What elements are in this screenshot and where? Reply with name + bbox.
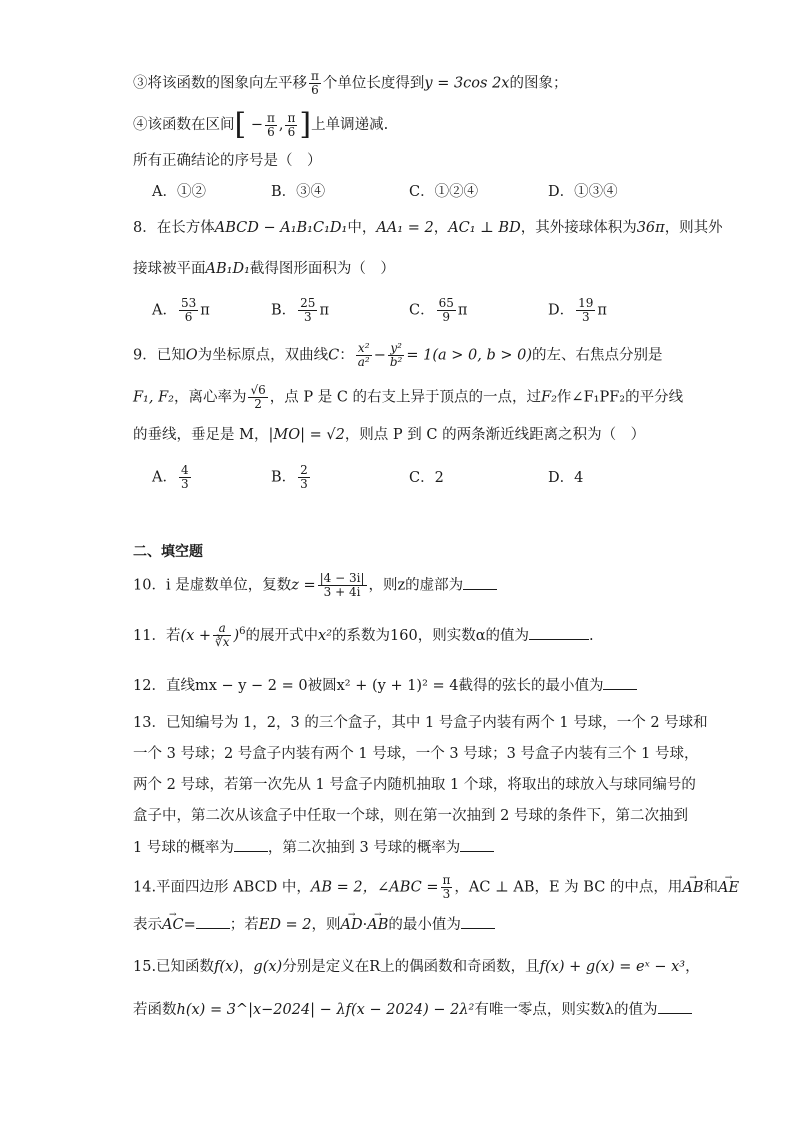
- q7-item4: ④该函数在区间[ − $\frac{\pi}{6}$ , $\frac{\pi}{6}$ ]上单调递减.: [133, 107, 389, 142]
- q8-line1: [133, 218, 723, 238]
- vector-ab-2: → AB: [367, 915, 388, 935]
- q14-answer-blank-1[interactable]: [196, 914, 230, 929]
- q9-line2-b: ，点 P 是 C 的右支上异于顶点的一点，过: [269, 389, 542, 406]
- frac-num: π: [266, 110, 275, 125]
- frac-den: 3: [442, 887, 451, 901]
- q8-pre: 8．在长方体: [133, 220, 215, 236]
- q8-vol: 36π: [636, 220, 665, 236]
- option-frac: [179, 464, 191, 491]
- q15-line2-post: 有唯一零点，则实数λ的值为: [474, 1002, 658, 1018]
- q9-foci: F₁, F₂: [133, 389, 174, 406]
- option-frac: [179, 297, 198, 324]
- q11-frac: [213, 622, 231, 649]
- q14-c1: AB = 2，∠ABC =: [310, 879, 439, 896]
- q11-term: x²: [318, 627, 333, 644]
- frac-num: a: [213, 622, 231, 636]
- q12-answer-blank[interactable]: [603, 675, 637, 690]
- left-bracket: [: [234, 107, 247, 142]
- q15-line2: [133, 999, 692, 1020]
- q7-item4-pre: ④该函数在区间: [133, 117, 235, 133]
- q9-eq-x: [356, 342, 372, 369]
- q9-line1: 9．已知O为坐标原点，双曲线C： $\frac{\text{x²}}{\text{a²}}$ − $\frac{\text{y²}}{\text{b²}}$ = 1(a > 0, b > 0)的左、右焦点分别是: [133, 341, 663, 369]
- frac-den: 6: [184, 310, 193, 324]
- frac-den: 3: [180, 477, 189, 491]
- q8-plane: AB₁D₁: [205, 261, 250, 277]
- option-label: A．: [152, 469, 177, 486]
- q14-dot: ·: [362, 917, 368, 933]
- q9-ecc: [248, 384, 267, 411]
- q7-interval-b: [285, 112, 297, 139]
- option-frac: [437, 297, 456, 324]
- vector-ad: → AD: [341, 915, 363, 935]
- right-bracket: ]: [299, 107, 312, 142]
- frac-num: π: [311, 69, 319, 83]
- q8-option-a[interactable]: [152, 297, 210, 324]
- q14-and: 和: [703, 879, 719, 896]
- q9-origin: O: [185, 347, 198, 364]
- frac-den: 6: [311, 83, 319, 97]
- q15-mid: 分别是定义在R上的偶函数和奇函数，且: [282, 959, 540, 975]
- q8-mid: 中，: [347, 220, 377, 236]
- frac-den: b²: [389, 355, 403, 369]
- q7-question: 所有正确结论的序号是（ ）: [133, 153, 322, 169]
- frac-den: 2: [254, 397, 262, 411]
- frac-num: |4 − 3i|: [319, 571, 365, 585]
- q7-item3-math: y = 3cos 2x: [424, 75, 510, 92]
- section-title: 二、填空题: [133, 544, 203, 560]
- q14-pre: 14.平面四边形 ABCD 中，: [133, 879, 311, 896]
- q9-line3-math: |MO| = √2: [268, 427, 345, 443]
- q14-angle: [441, 874, 453, 901]
- frac-den: 3: [300, 477, 308, 491]
- frac-den: a²: [357, 355, 370, 369]
- option-label: B．: [271, 302, 297, 319]
- q11-mid: 的展开式中: [245, 627, 319, 644]
- q14-line2-pre: 表示: [133, 917, 162, 933]
- q13-last-pre: 1 号球的概率为: [133, 840, 234, 856]
- q11-answer-blank[interactable]: [529, 625, 589, 640]
- q14-mid2: ，则: [311, 917, 341, 933]
- q15-answer-blank[interactable]: [658, 999, 692, 1014]
- q15-line2-pre: 若函数: [133, 1002, 177, 1018]
- option-frac: [576, 297, 595, 324]
- q12: [133, 675, 637, 696]
- frac-den: 6: [267, 124, 275, 139]
- q15-line1: [133, 957, 700, 977]
- q15-sep: ，: [238, 959, 254, 975]
- q8-cond1: AA₁ = 2: [376, 220, 434, 236]
- q9-line3-pre: 的垂线，垂足是 M，: [133, 427, 269, 443]
- frac-num: π: [442, 873, 451, 887]
- q13-answer-blank-1[interactable]: [234, 837, 268, 852]
- q8-option-b[interactable]: [271, 297, 329, 324]
- q15-h: h(x) = 3^|x−2024| − λf(x − 2024) − 2λ²: [176, 1002, 475, 1018]
- frac-num: 4: [180, 463, 189, 477]
- q11-end: .: [588, 627, 594, 644]
- q9-line2-c: 作∠F₁PF₂的平分线: [556, 389, 684, 406]
- q7-option-d[interactable]: D．①③④: [548, 184, 618, 200]
- q7-item3-post: 个单位长度得到: [322, 75, 425, 92]
- q14-post: 的最小值为: [388, 917, 461, 933]
- q8-sep: ，: [433, 220, 449, 236]
- frac-num: √6: [250, 383, 266, 397]
- q7-interval-a: [265, 112, 277, 139]
- q10-pre: 10．i 是虚数单位，复数: [133, 577, 292, 594]
- q9-pre: 9．已知: [133, 347, 186, 364]
- q15-end: ，: [685, 959, 700, 975]
- q7-option-a[interactable]: A．①②: [152, 184, 206, 200]
- q15-f: f(x): [214, 959, 239, 975]
- frac-num: 25: [300, 296, 316, 310]
- q7-item3-frac: [309, 70, 321, 97]
- option-frac: [298, 297, 317, 324]
- q11-open: (x +: [180, 627, 212, 644]
- q15-eq: f(x) + g(x) = eˣ − x³: [539, 959, 686, 975]
- q9-f2: F₂: [541, 389, 557, 406]
- option-label: C．: [409, 302, 435, 319]
- q10: [133, 572, 497, 599]
- q10-answer-blank[interactable]: [463, 575, 497, 590]
- q14-line1: [133, 874, 739, 901]
- q8-line2-post: 截得图形面积为（ ）: [249, 261, 395, 277]
- frac-num: 19: [578, 296, 594, 310]
- q14-line2: [133, 914, 495, 935]
- q7-option-c[interactable]: C．①②④: [409, 184, 479, 200]
- q13-last-mid: ，第二次抽到 3 号球的概率为: [267, 840, 461, 856]
- q13-line1: 13．已知编号为 1，2，3 的三个盒子，其中 1 号盒子内装有两个 1 号球，一个 2 号球和: [133, 715, 708, 731]
- q8-end: ，则其外: [664, 220, 723, 236]
- q14-mid: ；若: [229, 917, 259, 933]
- frac-den: ∛x: [215, 635, 230, 650]
- frac-num: 53: [180, 296, 197, 310]
- q14-answer-blank-2[interactable]: [461, 914, 495, 929]
- q9-line3: [133, 425, 645, 445]
- q11-power: 6: [239, 626, 246, 637]
- option-label: B．: [271, 469, 297, 486]
- frac-num: x²: [356, 342, 372, 356]
- q9-eq-tail: = 1(a > 0, b > 0): [406, 347, 532, 364]
- option-pi: π: [597, 302, 607, 319]
- q13-line2: 一个 3 号球；2 号盒子内装有两个 1 号球，一个 3 号球；3 号盒子内装有三个 1 号球，: [133, 746, 699, 762]
- option-pi: π: [319, 302, 329, 319]
- q7-item3-pre: ③将该函数的图象向左平移: [133, 75, 307, 92]
- q13-line3: 两个 2 号球，若第一次先从 1 号盒子内随机抽取 1 个球，将取出的球放入与球同编号的: [133, 777, 696, 793]
- q12-text: 12．直线mx − y − 2 = 0被圆x² + (y + 1)² = 4截得的弦长的最小值为: [133, 678, 604, 694]
- q11-close: ): [233, 627, 240, 644]
- q9-line2: [133, 384, 683, 411]
- q14-c2: ，AC ⊥ AB，E 为 BC 的中点，用: [454, 879, 683, 896]
- q7-item4-post: 上单调递减.: [311, 117, 389, 133]
- q9-eq-y: [388, 342, 405, 369]
- q9-a: 为坐标原点，双曲线: [197, 347, 329, 364]
- vector-ae: → AE: [718, 878, 739, 898]
- option-pi: π: [457, 302, 468, 319]
- q9-b: ：: [339, 347, 354, 364]
- q10-frac: [318, 572, 367, 599]
- vector-ab: → AB: [682, 878, 703, 898]
- q7-option-b[interactable]: B．③④: [271, 184, 326, 200]
- option-label: A．: [152, 302, 177, 319]
- q11-post: 的系数为160，则实数α的值为: [332, 627, 529, 644]
- q9-curve: C: [328, 347, 340, 364]
- q9-post: 的左、右焦点分别是: [532, 347, 663, 364]
- q8-solid: ABCD − A₁B₁C₁D₁: [214, 220, 348, 236]
- option-frac: [298, 464, 310, 491]
- vector-ac: → AC: [162, 915, 184, 935]
- q15-g: g(x): [253, 959, 283, 975]
- q8-option-c[interactable]: [409, 297, 467, 324]
- frac-num: y²: [388, 342, 405, 356]
- q15-pre: 15.已知函数: [133, 959, 215, 975]
- q13-answer-blank-2[interactable]: [460, 837, 494, 852]
- q9-option-a[interactable]: [152, 464, 193, 491]
- q8-post: ，其外接球体积为: [520, 220, 637, 236]
- q13-line4: 盒子中，第二次从该盒子中任取一个球，则在第一次抽到 2 号球的条件下，第二次抽到: [133, 808, 688, 824]
- q11-pre: 11．若: [133, 627, 181, 644]
- frac-num: 65: [438, 296, 454, 310]
- frac-num: π: [287, 110, 296, 125]
- q10-post: ，则z的虚部为: [368, 577, 464, 594]
- q8-option-d[interactable]: [548, 297, 607, 324]
- q8-cond2: AC₁ ⊥ BD: [448, 220, 521, 236]
- frac-num: 2: [300, 463, 308, 477]
- frac-den: 6: [287, 124, 296, 139]
- q9-option-b[interactable]: [271, 464, 312, 491]
- option-label: D．: [548, 302, 575, 319]
- q11: [133, 622, 594, 649]
- q14-cond: ED = 2: [258, 917, 312, 933]
- option-pi: π: [200, 302, 210, 319]
- q10-z: z =: [291, 577, 316, 594]
- frac-den: 9: [442, 310, 451, 324]
- q7-item3: [133, 70, 567, 97]
- q14-eq: =: [183, 917, 196, 933]
- q7-item3-end: 的图象；: [509, 75, 568, 92]
- frac-den: 3 + 4i: [323, 585, 361, 599]
- q8-line2-pre: 接球被平面: [133, 261, 206, 277]
- q9-option-d[interactable]: D．4: [548, 470, 584, 486]
- q9-line2-a: ，离心率为: [173, 389, 247, 406]
- q13-line5: [133, 837, 494, 858]
- frac-den: 3: [303, 310, 312, 324]
- q9-line3-post: ，则点 P 到 C 的两条渐近线距离之积为（ ）: [344, 427, 646, 443]
- frac-den: 3: [581, 310, 590, 324]
- q9-option-c[interactable]: C．2: [409, 470, 444, 486]
- q8-line2: [133, 259, 395, 279]
